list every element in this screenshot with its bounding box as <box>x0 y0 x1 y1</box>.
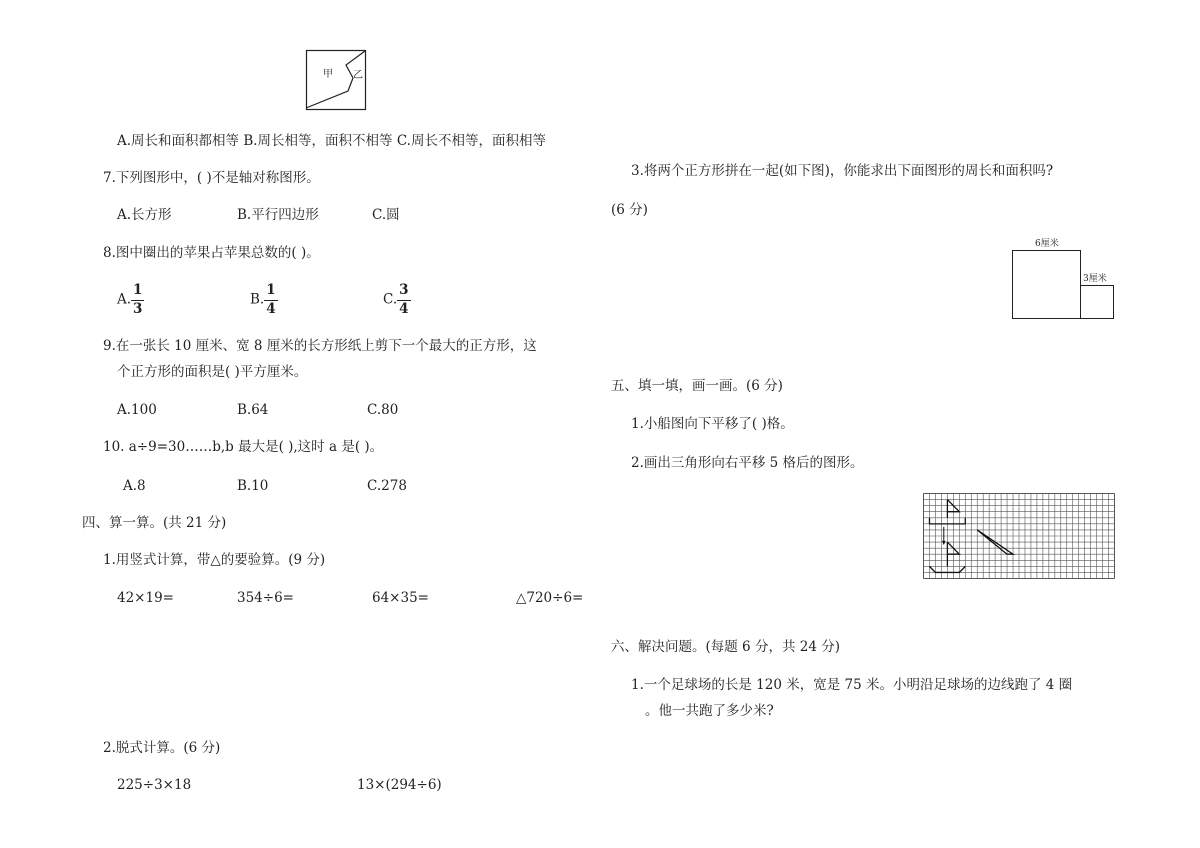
q9-option-a: A.100 <box>117 402 157 418</box>
q10-option-b: B.10 <box>237 478 269 494</box>
figure-label-jia: 甲 <box>323 69 333 80</box>
section4-q1: 1.用竖式计算，带△的要验算。(9 分) <box>103 552 326 568</box>
move-arrow-head <box>942 541 946 545</box>
expr-item-2: 13×(294÷6) <box>357 777 442 793</box>
q7-option-b: B.平行四边形 <box>237 207 319 223</box>
section5-title: 五、填一填，画一画。(6 分) <box>611 378 783 394</box>
q8-option-b: B. $\frac{1}{4}$ <box>250 282 276 317</box>
r-q3-line2: (6 分) <box>611 202 648 218</box>
expr-item-1: 225÷3×18 <box>117 777 192 793</box>
calc-item-1: 42×19= <box>117 590 174 606</box>
q10-option-a: A.8 <box>123 478 146 494</box>
q7-option-a: A.长方形 <box>117 207 172 223</box>
calc-item-2: 354÷6= <box>237 590 294 606</box>
section5-q1: 1.小船图向下平移了( )格。 <box>631 416 794 432</box>
q9-line1: 9.在一张长 10 厘米、宽 8 厘米的长方形纸上剪下一个最大的正方形，这 <box>103 338 537 354</box>
q8-text: 8.图中圈出的苹果占苹果总数的( )。 <box>103 245 320 261</box>
translation-grid-figure <box>923 493 1115 579</box>
q9-option-b: B.64 <box>237 402 269 418</box>
two-squares-figure <box>1012 250 1116 320</box>
q9-line2: 个正方形的面积是( )平方厘米。 <box>117 364 308 380</box>
small-square-label: 3厘米 <box>1083 274 1107 284</box>
q10-text: 10. a÷9=30……b,b 最大是( ),这时 a 是( )。 <box>103 439 384 455</box>
q7-option-c: C.圆 <box>372 207 400 223</box>
calc-item-4: △720÷6= <box>516 590 584 606</box>
section5-q2: 2.画出三角形向右平移 5 格后的图形。 <box>631 455 864 471</box>
q10-option-c: C.278 <box>367 478 407 494</box>
q8-option-c: C. $\frac{3}{4}$ <box>383 282 409 317</box>
section6-title: 六、解决问题。(每题 6 分，共 24 分) <box>611 639 840 655</box>
figure-label-yi: 乙 <box>353 70 363 81</box>
q8-option-a: A. $\frac{1}{3}$ <box>117 282 143 317</box>
section4-q2: 2.脱式计算。(6 分) <box>103 740 221 756</box>
q7-text: 7.下列图形中，( )不是轴对称图形。 <box>103 170 320 186</box>
section6-q1-line2: 。他一共跑了多少米? <box>645 703 774 719</box>
calc-item-3: 64×35= <box>372 590 429 606</box>
q6-options: A.周长和面积都相等 B.周长相等，面积不相等 C.周长不相等，面积相等 <box>117 133 546 149</box>
split-square-figure <box>306 50 366 112</box>
section6-q1-line1: 1.一个足球场的长是 120 米，宽是 75 米。小明沿足球场的边线跑了 4 圈 <box>631 677 1073 693</box>
section4-title: 四、算一算。(共 21 分) <box>82 515 227 531</box>
q9-option-c: C.80 <box>367 402 399 418</box>
big-square-label: 6厘米 <box>1035 239 1059 249</box>
r-q3-line1: 3.将两个正方形拼在一起(如下图)，你能求出下面图形的周长和面积吗? <box>631 163 1054 179</box>
